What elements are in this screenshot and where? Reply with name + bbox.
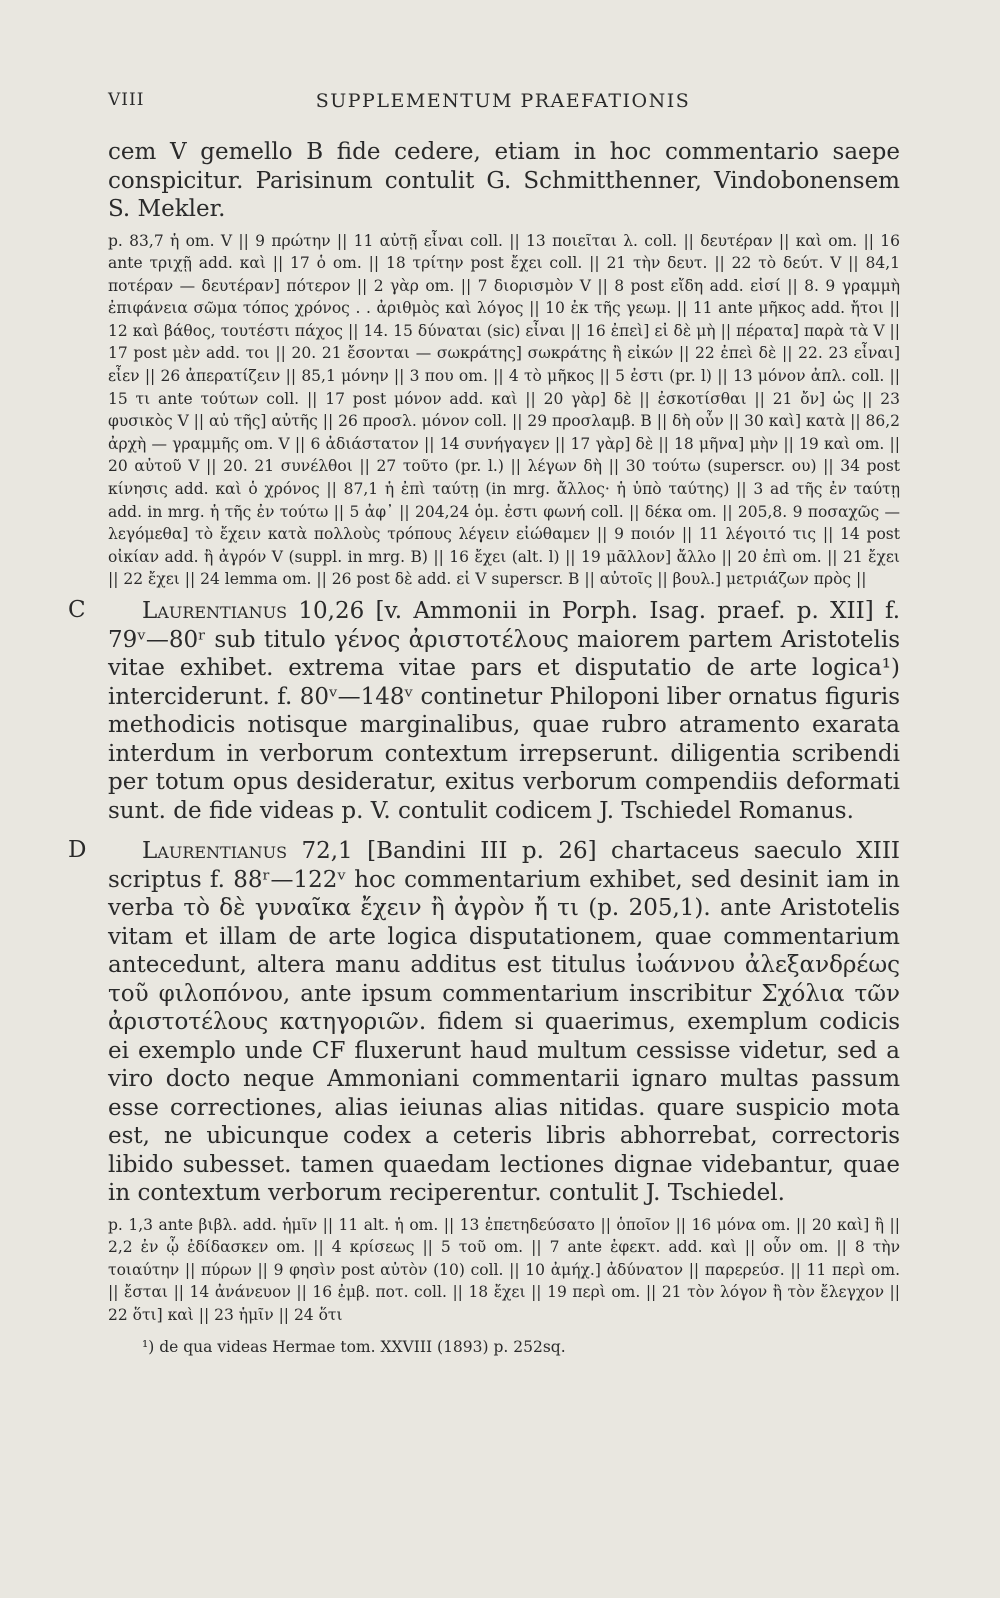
apparatus-criticus-1: p. 83,7 ἡ om. V || 9 πρώτην || 11 αὐτῇ εἶναι coll. || 13 ποιεῖται λ. coll. || δευτέραν || καὶ om. || 16 ante τριχῇ add. καὶ || 17 ὁ om. || 18 τρίτην post ἔχει coll. || 21 τὴν δευτ. || 22 τὸ δεύτ. V || 84,1 ποτέραν — δευτέραν] πότερον || 2 γὰρ om. || 7 διορισμὸν V || 8 post εἴδη add. εἰσί || 8. 9 γραμμὴ ἐπιφάνεια σῶμα τόπος χρόνος . . ἀριθμὸς καὶ λόγος || 10 ἐκ τῆς γεωμ. || 11 ante μῆκος add. ἤτοι || 12 καὶ βάθος, τουτέστι πάχος || 14. 15 δύναται (sic) εἶναι || 16 ἐπεὶ] εἰ δὲ μὴ || πέρατα] παρὰ τὰ V || 17 post μὲν add. τοι || 20. 21 ἔσονται — σωκράτης] σωκράτης ἢ εἰκών || 22 ἐπεὶ δὲ || 22. 23 εἶναι] εἶεν || 26 ἀπερατίζειν || 85,1 μόνην || 3 που om. || 4 τὸ μῆκος || 5 ἐστι (pr. l) || 13 μόνον ἀπλ. coll. || 15 τι ante τούτων coll. || 17 post μόνον add. καὶ || 20 γὰρ] δὲ || ἐσκοτίσθαι || 21 ὄν] ὡς || 23 φυσικὸς V || αὐ τῆς] αὐτῆς || 26 προσλ. μόνον coll. || 29 προσλαμβ. B || δὴ οὖν || 30 καὶ] κατὰ || 86,2 ἀρχὴ — γραμμῆς om. V || 6 ἀδιάστατον || 14 συνήγαγεν || 17 γὰρ] δὲ || 18 μῆνα] μὴν || 19 καὶ om. || 20 αὐτοῦ V || 20. 21 συνέλθοι || 27 τοῦτο (pr. l.) || λέγων δὴ || 30 τούτω (superscr. ου) || 34 post κίνησις add. καὶ ὁ χρόνος || 87,1 ἡ ἐπὶ ταύτῃ (in mrg. ἄλλος· ἡ ὑπὸ ταύτης) || 3 ad τῆς ἐν ταύτῃ add. in mrg. ἡ τῆς ἐν τούτω || 5 ἀφ᾽ || 204,24 ὁμ. ἐστι φωνή coll. || δέκα om. || 205,8. 9 ποσαχῶς — λεγόμεθα] τὸ ἔχειν κατὰ πολλοὺς τρόπους λέγειν εἰώθαμεν || 9 ποιόν || 11 λέγοιτό τις || 14 post οἰκίαν add. ἢ ἀγρόν V (suppl. in mrg. B) || 16 ἔχει (alt. l) || 19 μᾶλλον] ἄλλο || 20 ἐπὶ om. || 21 ἔχει || 22 ἔχει || 24 lemma om. || 26 post δὲ add. εἰ V superscr. B || αὐτοῖς || βουλ.] μετριάζων πρὸς || bbox=[108, 231, 900, 589]
footnote: ¹) de qua videas Hermae tom. XXVIII (1893) p. 252sq. bbox=[142, 1338, 566, 1357]
section-d-text bbox=[108, 837, 900, 1208]
section-d-body: 72,1 [Bandini III p. 26] chartaceus saeculo XIII scriptus f. 88ʳ—122ᵛ hoc commentarium exhibet, sed desinit iam in verba τὸ δὲ γυναῖκα ἔχειν ἢ ἀγρὸν ἤ τι (p. 205,1). ante Aristotelis vitam et illam de arte logica disputationem, quae commentarium antecedunt, altera manu additus est titulus ἰωάννου ἀλεξανδρέως τοῦ φιλοπόνου, ante ipsum commentarium inscribitur Σχόλια τῶν ἀριστοτέλους κατηγοριῶν. fidem si quaerimus, exemplum codicis ei exemplo unde CF fluxerunt haud multum cessisse videtur, sed a viro docto neque Ammoniani commentarii ignaro multas passum esse correctiones, alias ieiunas alias nitidas. quare suspicio mota est, ne ubicunque codex a ceteris libris abhorrebat, correctoris libido subesset. tamen quaedam lectiones dignae videbantur, quae in contextum verborum reciperentur. contulit J. Tschiedel. bbox=[108, 838, 901, 1206]
siglum-d: D bbox=[68, 837, 87, 863]
manuscript-name-d: Laurentianus bbox=[142, 838, 288, 864]
running-header bbox=[108, 90, 898, 118]
manuscript-name-c: Laurentianus bbox=[142, 598, 288, 624]
running-title: SUPPLEMENTUM PRAEFATIONIS bbox=[315, 90, 691, 112]
intro-paragraph: cem V gemello B fide cedere, etiam in hoc commentario saepe conspicitur. Parisinum contulit G. Schmitthenner, Vindobonensem S. Mekler. bbox=[108, 139, 900, 222]
page-number: VIII bbox=[108, 90, 145, 110]
siglum-c: C bbox=[68, 597, 86, 623]
section-c-text bbox=[108, 597, 900, 825]
page-body bbox=[68, 138, 901, 1358]
section-d bbox=[68, 837, 901, 1208]
section-c bbox=[68, 597, 901, 825]
section-c-body: 10,26 [v. Ammonii in Porph. Isag. praef. p. XII] f. 79ᵛ—80ʳ sub titulo γένος ἀριστοτέλους maiorem partem Aristotelis vitae exhibet. extrema vitae pars et disputatio de arte logica¹) interciderunt. f. 80ᵛ—148ᵛ continetur Philoponi liber ornatus figuris methodicis notisque marginalibus, quae rubro atramento exarata interdum in verborum contextum irrepserunt. diligentia scribendi per totum opus desideratur, exitus verborum compendiis deformati sunt. de fide videas p. V. contulit codicem J. Tschiedel Romanus. bbox=[108, 598, 901, 824]
apparatus-criticus-2: p. 1,3 ante βιβλ. add. ἡμῖν || 11 alt. ἡ om. || 13 ἐπετηδεύσατο || ὁποῖον || 16 μόνα om. || 20 καὶ] ἢ || 2,2 ἐν ᾧ ἐδίδασκεν om. || 4 κρίσεως || 5 τοῦ om. || 7 ante ἐφεκτ. add. καὶ || οὖν om. || 8 τὴν τοιαύτην || πύρων || 9 φησὶν post αὐτὸν (10) coll. || 10 ἀμήχ.] ἀδύνατον || παρερεύσ. || 11 περὶ om. || ἔσται || 14 ἀνάνευον || 16 ἐμβ. ποτ. coll. || 18 ἔχει || 19 περὶ om. || 21 τὸν λόγον ἢ τὸν ἔλεγχον || 22 ὅτι] καὶ || 23 ἡμῖν || 24 ὅτι bbox=[108, 1215, 900, 1324]
